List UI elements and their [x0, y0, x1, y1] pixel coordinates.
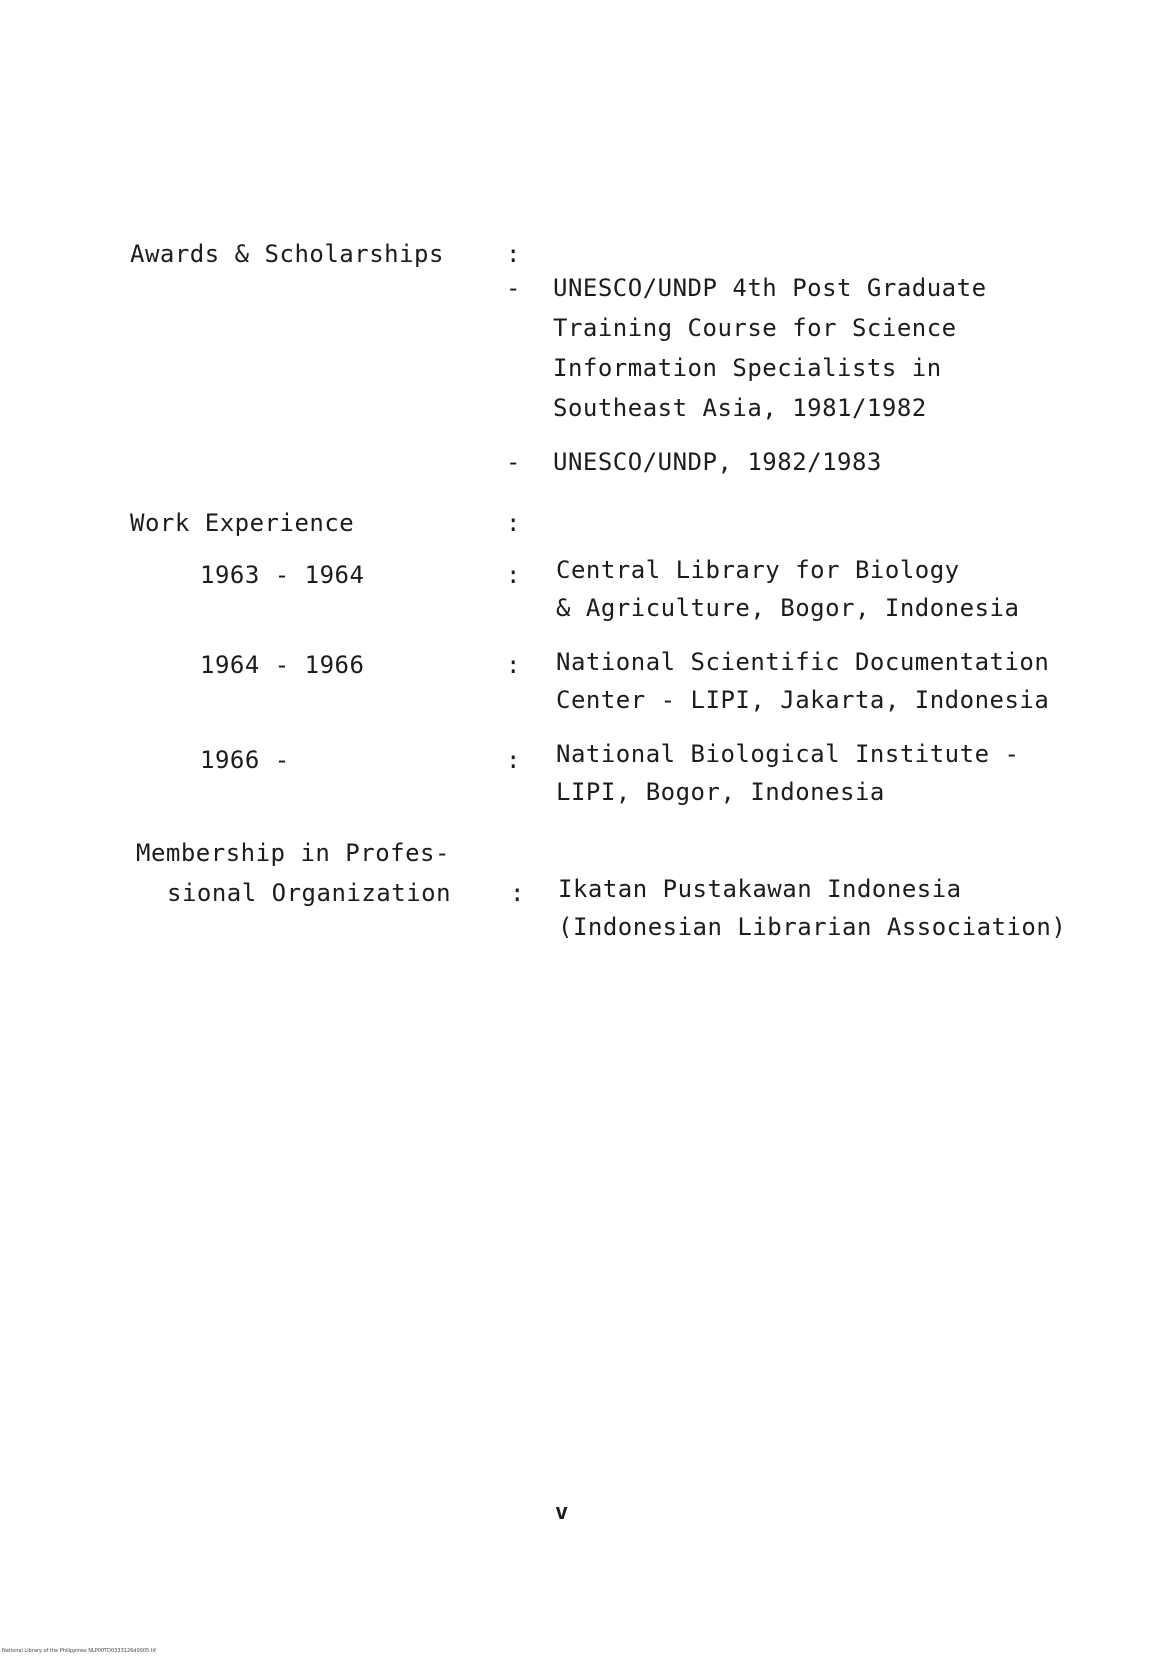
work-entry-1-line-2: & Agriculture, Bogor, Indonesia	[556, 594, 1020, 622]
work-heading: Work Experience	[130, 509, 355, 537]
work-entry-1-line-1: Central Library for Biology	[556, 556, 960, 584]
membership-colon: :	[510, 879, 525, 907]
awards-item-1-line-1: UNESCO/UNDP 4th Post Graduate	[553, 274, 987, 302]
work-entry-2-line-2: Center - LIPI, Jakarta, Indonesia	[556, 686, 1050, 714]
awards-item-1-line-2: Training Course for Science	[553, 314, 957, 342]
awards-item-1-line-4: Southeast Asia, 1981/1982	[553, 394, 927, 422]
awards-item-1-line-3: Information Specialists in	[553, 354, 942, 382]
work-entry-1-period: 1963 - 1964	[200, 561, 365, 589]
page-number: v	[555, 1500, 569, 1525]
work-entry-3-line-2: LIPI, Bogor, Indonesia	[556, 778, 885, 806]
work-entry-2-line-1: National Scientific Documentation	[556, 648, 1050, 676]
awards-heading: Awards & Scholarships	[130, 240, 444, 268]
work-colon: :	[506, 509, 521, 537]
membership-heading-line-2: sional Organization	[167, 879, 452, 907]
membership-line-1: Ikatan Pustakawan Indonesia	[558, 875, 962, 903]
work-entry-1-colon: :	[506, 561, 521, 589]
work-entry-2-period: 1964 - 1966	[200, 651, 365, 679]
membership-heading-line-1: Membership in Profes-	[136, 839, 450, 867]
awards-item-1-dash: -	[506, 274, 521, 302]
awards-item-2-line-1: UNESCO/UNDP, 1982/1983	[553, 448, 882, 476]
work-entry-3-colon: :	[506, 746, 521, 774]
awards-item-2-dash: -	[506, 448, 521, 476]
awards-colon: :	[506, 240, 521, 268]
work-entry-2-colon: :	[506, 651, 521, 679]
membership-line-2: (Indonesian Librarian Association)	[558, 913, 1067, 941]
work-entry-3-period: 1966 -	[200, 746, 290, 774]
scan-footer: National Library of the Philippines NLP00TD0333126d0005.tif	[2, 1648, 156, 1654]
work-entry-3-line-1: National Biological Institute -	[556, 740, 1020, 768]
